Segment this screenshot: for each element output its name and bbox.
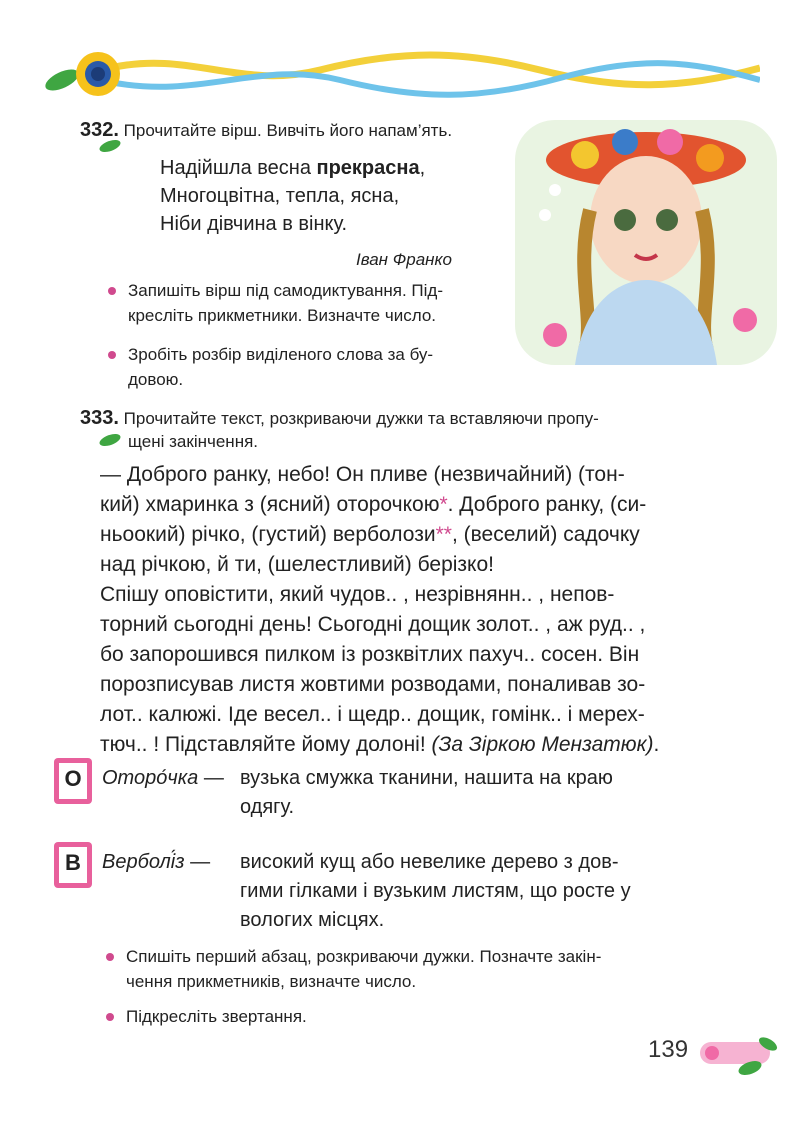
task-item: Спишіть перший абзац, розкриваючи дужки. Позначте закін- чення прикметників, визначте число.: [106, 944, 706, 994]
task-item: Підкресліть звертання.: [106, 1004, 706, 1029]
exercise-332-heading: 332. Прочитайте вірш. Вивчіть його напам’ять.: [80, 119, 453, 141]
girl-in-flower-wreath-illustration: [515, 120, 777, 365]
poem-line-2: Многоцвітна, тепла, ясна,: [160, 185, 400, 207]
header-sunflower-ribbon-decoration: [40, 40, 760, 110]
definition-text-1: вузька смужка тканини, нашита на краю одягу.: [240, 767, 613, 818]
bullet-dot-icon: [106, 1013, 114, 1021]
task-item: Зробіть розбір виділеного слова за бу- довою.: [108, 342, 508, 392]
page-number: 139: [648, 1036, 689, 1063]
definition-term-2: Верболі́з —: [102, 851, 211, 873]
exercise-332-tasks: [108, 278, 508, 392]
dictionary-book-icon: В: [54, 842, 92, 888]
exercise-333-tasks: [106, 944, 706, 1029]
poem-author: Іван Франко: [356, 250, 453, 269]
definition-text-2: високий кущ або невелике дерево з дов- гими гілками і вузьким листям, що росте у вологих місцях.: [240, 851, 631, 931]
exercise-333-heading-cont: щені закінчення.: [128, 432, 259, 451]
poem-line-3: Ніби дівчина в вінку.: [160, 213, 348, 235]
bullet-dot-icon: [108, 287, 116, 295]
exercise-333-heading: 333. Прочитайте текст, розкриваючи дужки та вставляючи пропу-: [80, 407, 599, 429]
task-item: Запишіть вірш під самодиктування. Під- кресліть прикметники. Визначте число.: [108, 278, 508, 328]
poem-line-1: Надійшла весна прекрасна,: [160, 157, 426, 179]
scroll-flower-decoration: [690, 1030, 780, 1078]
definition-term-1: Оторо́чка —: [102, 767, 224, 789]
sunflower-icon: [76, 52, 120, 96]
text-paragraph-2: Спішу оповістити, який чудов.. , незрівнянн.. , непов- торний сьогодні день! Сьогодні дощик золот.. , аж руд.. , бо запорошився пилком із розквітлих пахуч.. сосен. Він порозписував листя жовтими розводами, поналивав зо- лот.. калюжі. Іде весел.. і щедр.. дощик, гомінк.. і мерех- тюч.. ! Підставляйте йому долоні! (За Зіркою Мензатюк).: [100, 583, 660, 756]
bullet-dot-icon: [108, 351, 116, 359]
bullet-dot-icon: [106, 953, 114, 961]
dictionary-book-icon: О: [54, 758, 92, 804]
pen-leaf-icon: [98, 432, 122, 448]
text-paragraph-1: — Доброго ранку, небо! Он пливе (незвичайний) (тон- кий) хмаринка з (ясний) оторочкою*. Доброго ранку, (си- ньоокий) річко, (густий) верболози**, (веселий) садочку над річкою, й ти, (шелестливий) берізко!: [100, 463, 647, 576]
source-attribution: (За Зіркою Мензатюк): [431, 733, 654, 756]
pen-leaf-icon: [98, 138, 122, 154]
poem: [160, 154, 425, 238]
